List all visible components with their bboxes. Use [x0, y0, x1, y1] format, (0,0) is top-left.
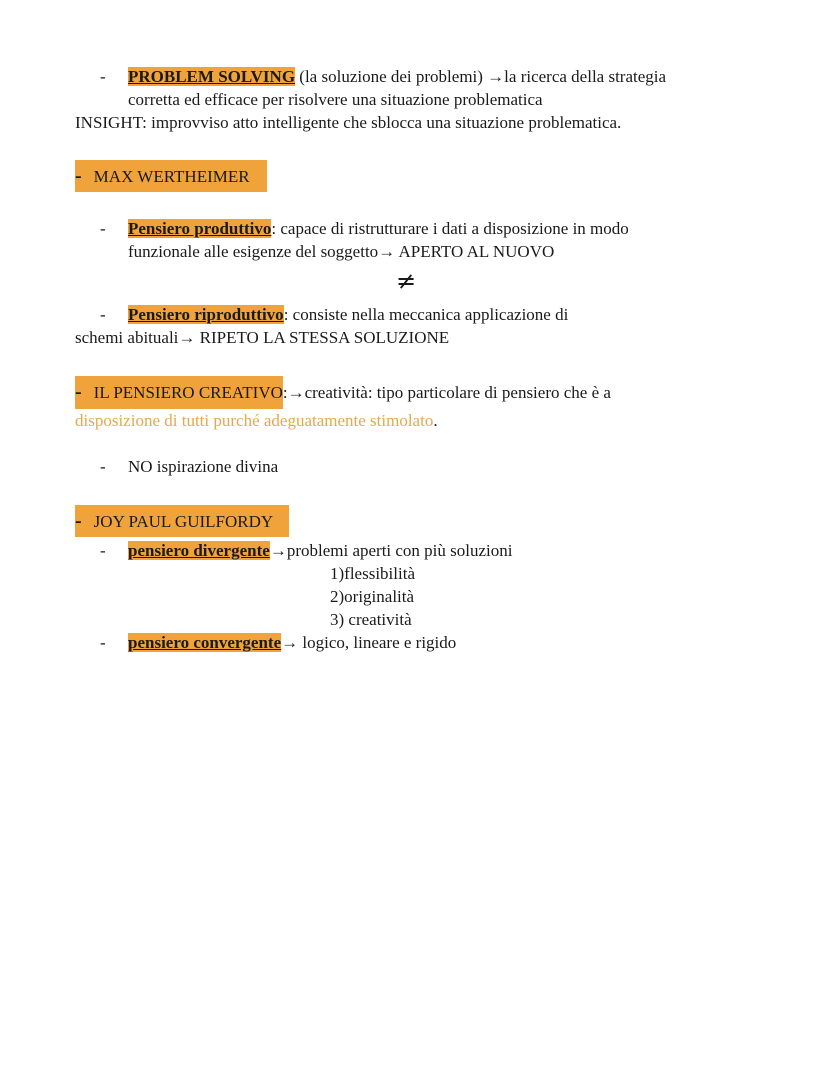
reproductive-rest: : consiste nella meccanica applicazione di — [283, 305, 569, 324]
reproductive-line2: schemi abituali→ RIPETO LA STESSA SOLUZIONE — [75, 328, 450, 347]
heading-joy-paul-guilfordy — [75, 505, 289, 537]
heading-marker: - — [75, 381, 82, 403]
list-item-originalita: 2)originalità — [330, 587, 415, 606]
list-item-flessibilita: 1)flessibilità — [330, 564, 415, 583]
convergent-line — [128, 631, 456, 654]
heading-max-wertheimer — [75, 160, 267, 192]
heading-marker: - — [75, 510, 82, 532]
heading-text: IL PENSIERO CREATIVO — [93, 383, 283, 402]
heading-il-pensiero-creativo — [75, 376, 283, 409]
list-item-creativita: 3) creatività — [330, 610, 412, 629]
productive-line2: funzionale alle esigenze del soggetto→ APERTO AL NUOVO — [128, 242, 555, 261]
not-equal-symbol: ≠ — [396, 267, 417, 295]
creative-line2-end: . — [433, 411, 438, 430]
productive-line — [128, 217, 629, 240]
reproductive-term: Pensiero riproduttivo — [128, 305, 284, 324]
divergent-rest: →problemi aperti con più soluzioni — [269, 541, 513, 560]
convergent-term: pensiero convergente — [128, 633, 282, 652]
creative-orange-text: disposizione di tutti purché adeguatamente stimolato — [75, 411, 434, 430]
bullet-dash: - — [100, 633, 106, 652]
creative-line — [75, 376, 611, 408]
heading-text: JOY PAUL GUILFORDY — [93, 512, 274, 531]
bullet-dash: - — [100, 219, 106, 238]
divergent-line — [128, 539, 513, 562]
problem-solving-line2: corretta ed efficace per risolvere una situazione problematica — [128, 90, 543, 109]
productive-rest: : capace di ristrutturare i dati a disposizione in modo — [271, 219, 629, 238]
problem-solving-rest: (la soluzione dei problemi) →la ricerca della strategia — [295, 67, 667, 86]
creative-line2 — [75, 409, 438, 432]
reproductive-line — [128, 303, 568, 326]
problem-solving-line — [128, 65, 666, 88]
convergent-rest: → logico, lineare e rigido — [281, 633, 457, 652]
productive-term: Pensiero produttivo — [128, 219, 272, 238]
problem-solving-term: PROBLEM SOLVING — [128, 67, 296, 86]
heading-marker: - — [75, 165, 82, 187]
bullet-dash: - — [100, 305, 106, 324]
bullet-dash: - — [100, 457, 106, 476]
divergent-term: pensiero divergente — [128, 541, 270, 560]
bullet-dash: - — [100, 67, 106, 86]
no-ispirazione-line: NO ispirazione divina — [128, 457, 279, 476]
creative-rest: :→creatività: tipo particolare di pensiero che è a — [282, 383, 611, 402]
heading-text: MAX WERTHEIMER — [93, 167, 250, 186]
bullet-dash: - — [100, 541, 106, 560]
insight-line: INSIGHT: improvviso atto intelligente che sblocca una situazione problematica. — [75, 113, 622, 132]
